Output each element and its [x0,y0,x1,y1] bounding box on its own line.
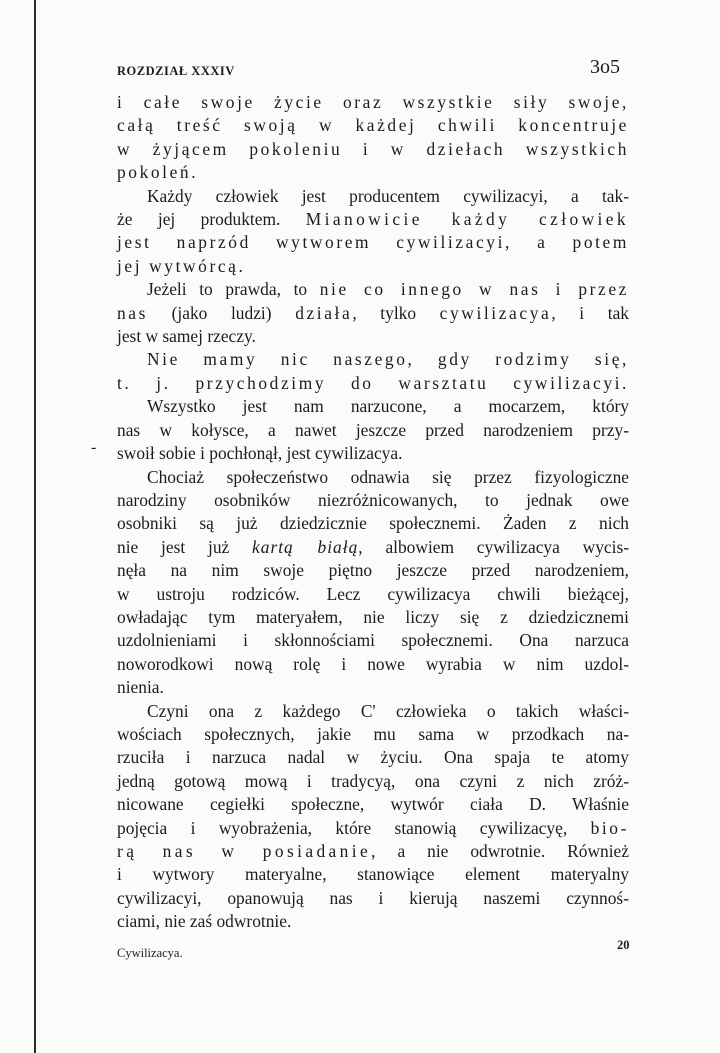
text-line: t. j. przychodzimy do warsztatu cywilizacyi. [117,372,629,393]
page-gutter-edge [34,0,36,1053]
text-line: jest w samej rzeczy. [117,326,256,347]
text-line: w ustroju rodziców. Lecz cywilizacya chwili bieżącej, [117,583,629,604]
text-line: nicowane cegiełki społeczne, wytwór ciała D. Właśnie [117,794,629,815]
running-head: ROZDZIAŁ XXXIV [117,64,235,78]
text-span: , tylko [352,302,440,323]
text-line: i wytwory materyalne, stanowiące element materyalny [117,864,629,885]
text-line: Każdy człowiek jest producentem cywilizacyi, a tak- [147,185,629,206]
text-line: Chociaż społeczeństwo odnawia się przez fizyologiczne [147,466,629,487]
text-line: i całe swoje życie oraz wszystkie siły swoje, [117,92,629,112]
text-span: pojęcia i wyobrażenia, które stanowią cywilizacyę, [117,817,591,838]
text-line: jej wytwórcą. [117,255,246,276]
text-line: nęła na nim swoje piętno jeszcze przed narodzeniem, [117,560,629,581]
text-line: uzdolnieniami i skłonnościami społecznemi. Ona narzuca [117,630,629,651]
text-span: że jej produktem. [117,209,306,230]
footer-signature: Cywilizacya. [117,946,183,960]
text-line: osobniki są już dziedzicznie społecznemi. Żaden z nich [117,513,629,534]
text-span-spaced: działa [295,302,353,323]
text-line: jedną gotową mową i tradycyą, ona czyni z nich zróż- [117,770,629,791]
text-span: , albowiem cywilizacya wycis- [358,536,630,557]
text-line: w żyjącem pokoleniu i w dziełach wszystkich [117,138,629,159]
text-line: nienia. [117,677,164,698]
text-line: noworodkowi nową rolę i nowe wyrabia w nim uzdol- [117,653,629,674]
text-line: cywilizacyi, opanowują nas i kierują naszemi czynnoś- [117,887,629,908]
text-span-spaced: rą nas w posiadanie [117,841,372,861]
text-line: ciami, nie zaś odwrotnie. [117,911,292,932]
text-line: Nie mamy nic naszego, gdy rodzimy się, [147,349,629,370]
text-line: Czyni ona z każdego C' człowieka o takich właści- [147,700,629,721]
text-span-spaced: Mianowicie każdy człowiek [305,209,629,230]
text-span-spaced: nie co innego w nas i przez [319,279,629,300]
text-line: Wszystko jest nam narzucone, a mocarzem, który [147,396,629,417]
text-line: nas w kołysce, a nawet jeszcze przed narodzeniem przy- [117,419,629,440]
text-span: , i tak [551,302,629,323]
text-line [117,208,629,231]
text-line: jest naprzód wytworem cywilizacyi, a potem [117,232,629,253]
text-line [117,302,629,325]
text-span: Jeżeli to prawda, to [147,279,320,300]
page-number: 3o5 [590,56,620,78]
text-line: pokoleń. [117,162,199,183]
text-line: owładając tym materyałem, nie liczy się z dziedzicznemi [117,606,629,627]
text-line: narodziny osobników niezróżnicowanych, to jednak owe [117,489,629,510]
sheet-number: 20 [617,938,630,952]
text-line [117,536,629,559]
text-span: , a nie odwrotnie. Również [371,841,629,861]
text-line [117,840,629,863]
text-line: wościach społecznych, jakie mu sama w przodkach na- [117,723,629,744]
text-line [117,278,629,301]
text-line: rzuciła i narzuca nadal w życiu. Ona spaja te atomy [117,747,629,768]
text-span-spaced: cywilizacya [439,302,552,323]
text-span-italic: kartą białą [252,536,359,557]
text-span-spaced: bio- [590,817,629,838]
text-line: swoił sobie i pochłonął, jest cywilizacya. [117,443,403,464]
text-span: (jako ludzi) [147,302,296,323]
text-line: całą treść swoją w każdej chwili koncentruje [117,115,629,136]
margin-mark: - [91,439,97,456]
text-span-spaced: nas [117,302,148,323]
text-line [117,817,629,840]
text-span: nie jest już [117,536,253,557]
body-text [117,91,629,934]
